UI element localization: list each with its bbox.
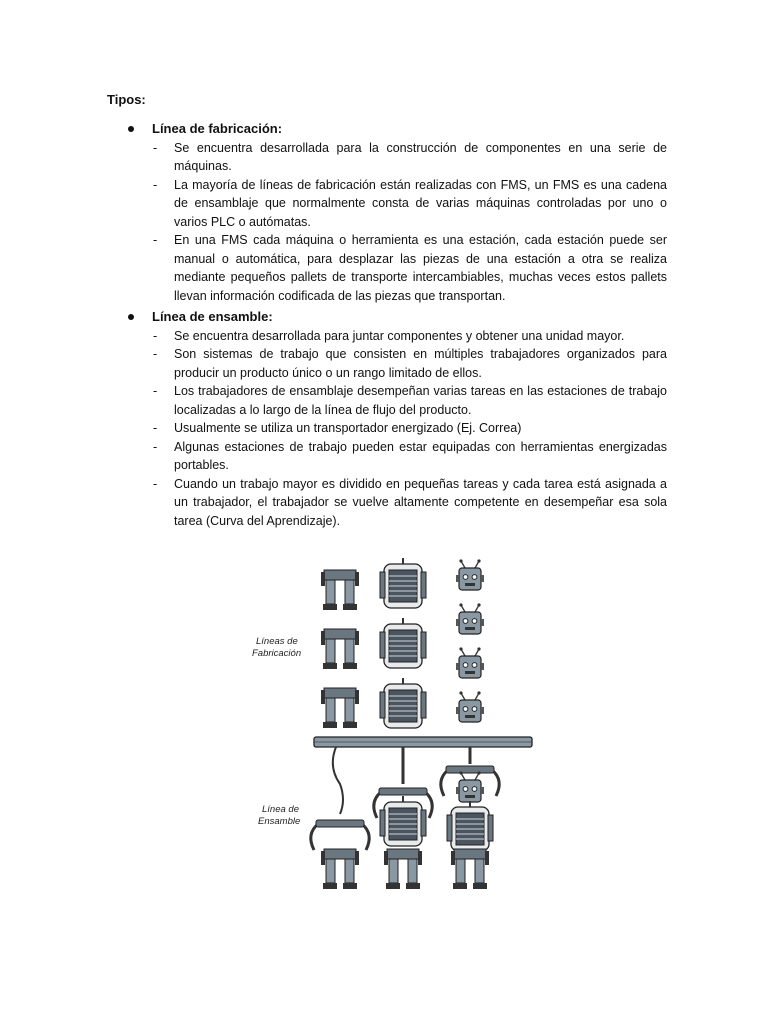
head-module-row bbox=[456, 559, 484, 722]
ensamble-list bbox=[107, 327, 667, 531]
list-item-text: Se encuentra desarrollada para la construcción de componentes en una serie de máquinas. bbox=[174, 140, 667, 173]
section-title-text: Línea de fabricación: bbox=[152, 121, 283, 136]
robots-illustration bbox=[248, 552, 538, 897]
list-item-text: Se encuentra desarrollada para juntar componentes y obtener una unidad mayor. bbox=[174, 328, 625, 343]
assembly-robot-2 bbox=[374, 788, 432, 889]
leg-module-row bbox=[321, 570, 359, 728]
dash-marker: - bbox=[153, 140, 158, 155]
list-item bbox=[107, 345, 667, 382]
list-item bbox=[107, 139, 667, 176]
section-ensamble bbox=[107, 308, 667, 530]
section-title-ensamble bbox=[107, 308, 667, 327]
list-item-text: En una FMS cada máquina o herramienta es una estación, cada estación puede ser manual o automática, para desplazar las piezas de una estación a otra se realiza mediante pequeños pallets de transporte intercambiables, muchas veces estos pallets llevan información codificada de las piezas que transportan. bbox=[174, 233, 667, 303]
list-item-text: Son sistemas de trabajo que consisten en múltiples trabajadores organizados para producir un producto único o un rango limitado de ellos. bbox=[174, 347, 667, 380]
assembly-line-illustration bbox=[248, 552, 538, 897]
dash-marker: - bbox=[153, 177, 158, 192]
list-item-text: La mayoría de líneas de fabricación están realizadas con FMS, un FMS es una cadena de ensamblaje que normalmente consta de varias máquinas controladas por uno o varios PLC o autómatas. bbox=[174, 177, 667, 229]
list-item-text: Los trabajadores de ensamblaje desempeñan varias tareas en las estaciones de trabajo localizadas a lo largo de la línea de flujo del producto. bbox=[174, 384, 667, 417]
bullet-icon bbox=[128, 314, 134, 320]
list-item-text: Cuando un trabajo mayor es dividido en pequeñas tareas y cada tarea está asignada a un trabajador, el trabajador se vuelve altamente competente en desempeñar esa sola tarea (Curva del Aprendizaje). bbox=[174, 476, 667, 528]
list-item bbox=[107, 327, 667, 346]
dash-marker: - bbox=[153, 347, 158, 361]
dash-marker: - bbox=[153, 328, 158, 343]
bullet-icon bbox=[128, 126, 134, 132]
torso-module-row bbox=[380, 558, 426, 728]
assembly-robot-1 bbox=[311, 820, 369, 889]
assembly-robot-3 bbox=[441, 766, 499, 889]
list-item bbox=[107, 419, 667, 438]
list-item bbox=[107, 475, 667, 531]
dash-marker: - bbox=[153, 421, 158, 435]
dash-marker: - bbox=[153, 384, 158, 398]
fabricacion-list bbox=[107, 139, 667, 306]
dash-marker: - bbox=[153, 476, 158, 491]
section-fabricacion bbox=[107, 120, 667, 305]
label-ensamble-2: Ensamble bbox=[258, 816, 301, 827]
list-item bbox=[107, 176, 667, 232]
section-title-text: Línea de ensamble: bbox=[152, 309, 273, 324]
list-item-text: Usualmente se utiliza un transportador energizado (Ej. Correa) bbox=[174, 421, 522, 435]
label-fabricacion: Líneas de bbox=[256, 636, 298, 647]
section-title-fabricacion bbox=[107, 120, 667, 139]
dash-marker: - bbox=[153, 233, 158, 247]
label-fabricacion-2: Fabricación bbox=[252, 648, 302, 659]
types-heading: Tipos: bbox=[107, 92, 146, 107]
list-item bbox=[107, 382, 667, 419]
list-item bbox=[107, 438, 667, 475]
label-ensamble: Línea de bbox=[262, 804, 299, 815]
list-item bbox=[107, 231, 667, 305]
list-item-text: Algunas estaciones de trabajo pueden estar equipadas con herramientas energizadas portables. bbox=[174, 439, 667, 472]
dash-marker: - bbox=[153, 439, 158, 454]
